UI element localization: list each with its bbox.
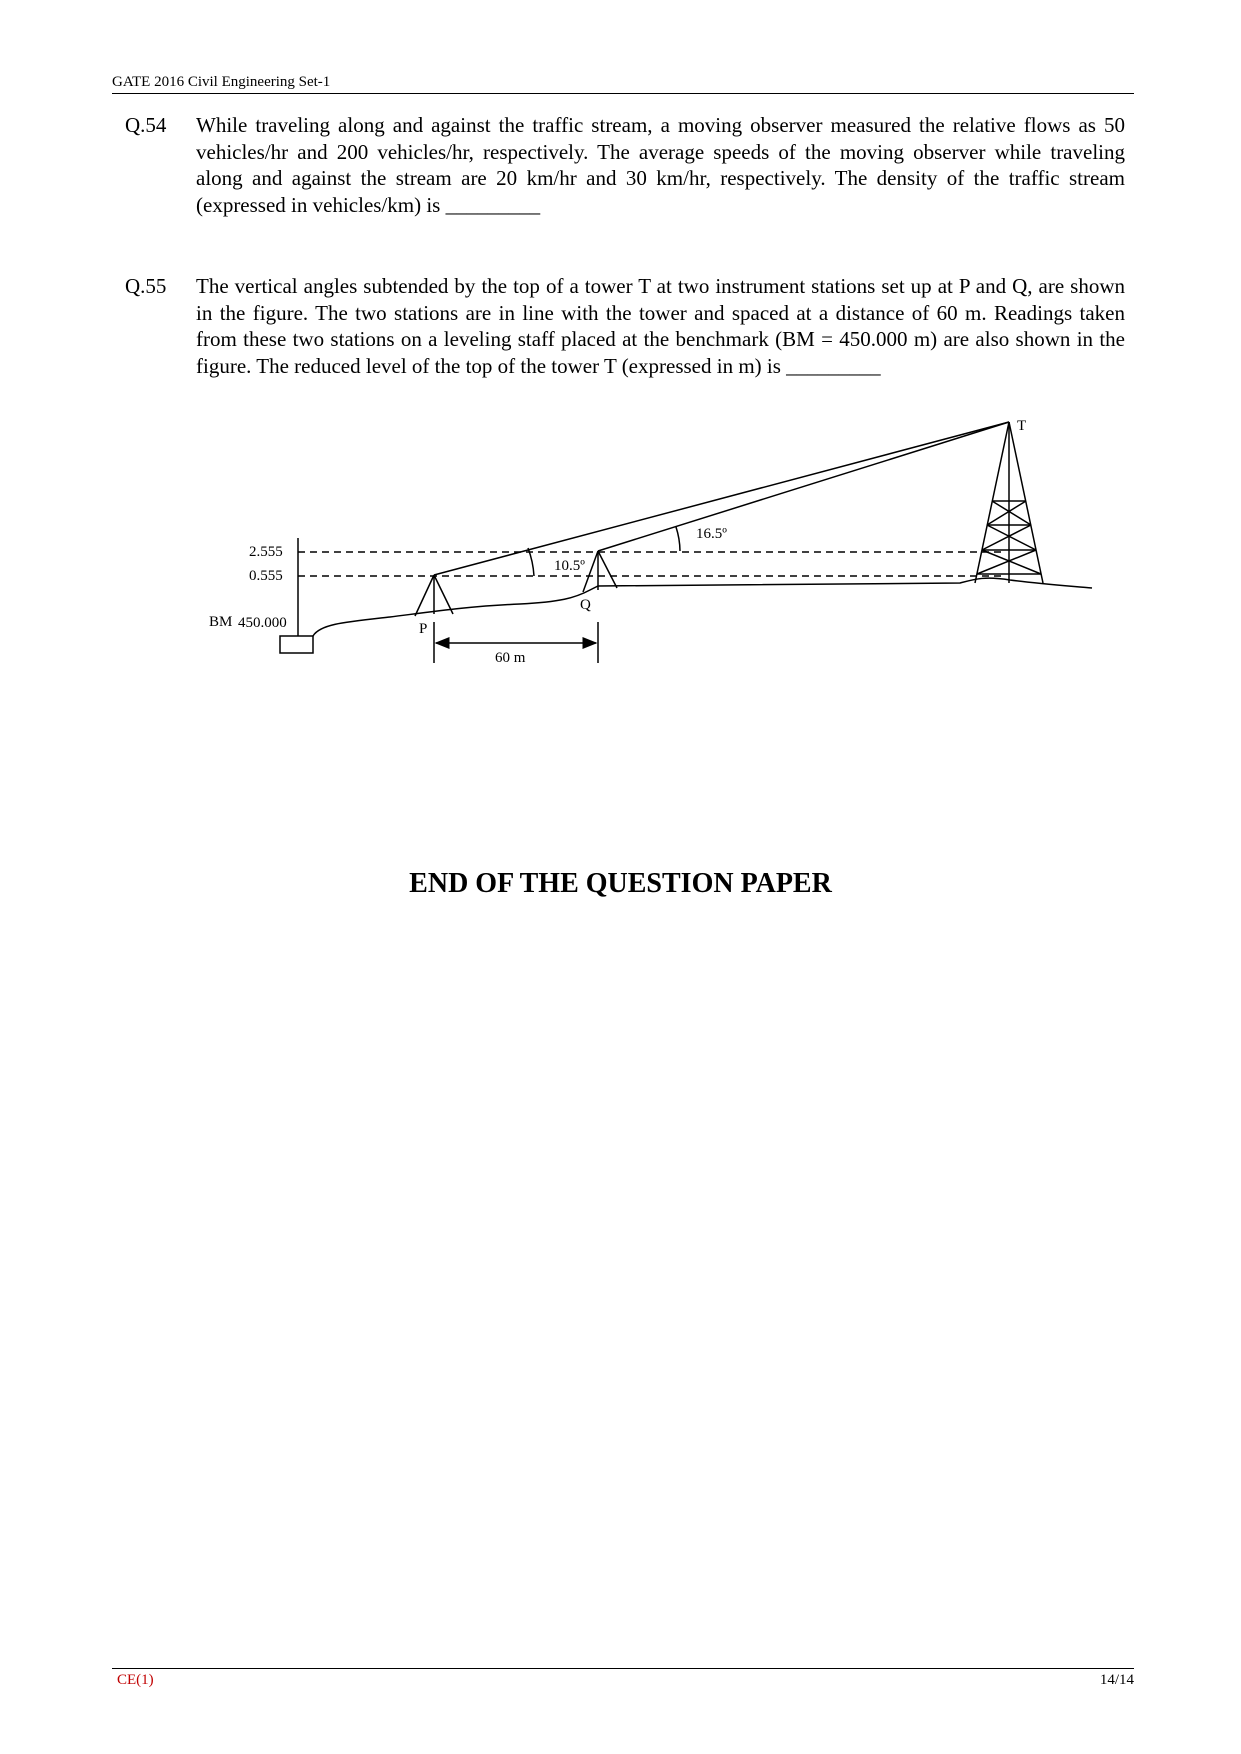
question-number: Q.55 xyxy=(125,274,167,298)
angle-p-label: 10.5º xyxy=(554,558,585,574)
question-text: The vertical angles subtended by the top of a tower T at two instrument stations set up at P and Q, are shown in the figure. The two stations are in line with the tower and spaced at a distance of 60 m. Readings taken from these two stations on a leveling staff placed at the benchmark (BM = 450.000 m) are also shown in the figure. The reduced level of the top of the tower T (expressed in m) is _________ xyxy=(196,274,1125,378)
tower xyxy=(975,422,1043,583)
sight-line-q xyxy=(598,422,1009,551)
page-header: GATE 2016 Civil Engineering Set-1 xyxy=(112,74,1134,94)
footer-paper-code: CE(1) xyxy=(117,1672,154,1688)
tower-survey-figure xyxy=(0,0,1241,700)
staff-reading-upper: 2.555 xyxy=(249,544,283,560)
staff-reading-lower: 0.555 xyxy=(249,568,283,584)
distance-label: 60 m xyxy=(495,650,526,666)
benchmark-value: 450.000 xyxy=(238,615,287,631)
end-of-paper-title: END OF THE QUESTION PAPER xyxy=(409,868,832,899)
question-number: Q.54 xyxy=(125,113,167,137)
station-p-label: P xyxy=(419,621,428,637)
question-text: While traveling along and against the traffic stream, a moving observer measured the relative flows as 50 vehicles/hr and 200 vehicles/hr, respectively. The average speeds of the moving observer while traveling along and against the stream are 20 km/hr and 30 km/hr, respectively. The density of the traffic stream (expressed in vehicles/km) is _________ xyxy=(196,113,1125,217)
angle-arc-q xyxy=(676,527,680,551)
angle-q-label: 16.5º xyxy=(696,526,727,542)
footer-page-number: 14/14 xyxy=(1099,1672,1134,1688)
ground-profile xyxy=(313,578,1092,636)
benchmark-label: BM xyxy=(209,614,233,630)
tower-label: T xyxy=(1017,418,1027,434)
benchmark-block xyxy=(280,636,313,653)
station-q-label: Q xyxy=(580,597,591,613)
footer-divider xyxy=(112,1668,1134,1669)
